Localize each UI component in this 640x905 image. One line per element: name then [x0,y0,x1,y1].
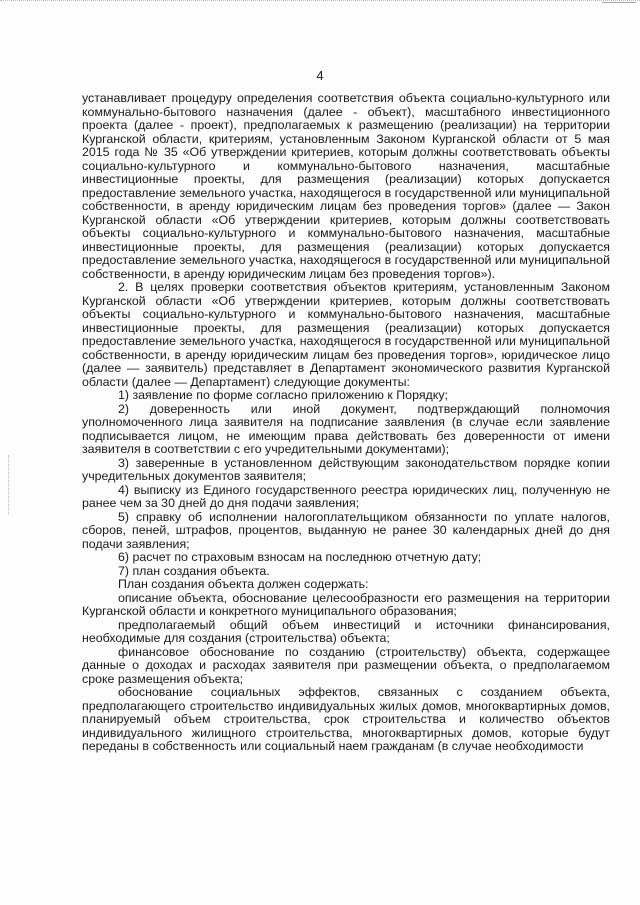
plan-item: описание объекта, обоснование целесообразности его размещения на территории Курганской области и конкретного муниципального образования; [82,590,610,618]
list-item: 7) план создания объекта. [118,563,270,578]
plan-item: финансовое обоснование по созданию (строительству) объекта, содержащее данные о доходах и расходах заявителя при размещении объекта, о предполагаемом сроке размещения объекта; [82,644,610,686]
list-item: 6) расчет по страховым взносам на последнюю отчетную дату; [118,550,482,564]
page-number: 4 [316,68,324,83]
scan-margin-marks [8,455,15,515]
scan-edge-line [0,0,640,9]
list-item: 5) справку об исполнении налогоплательщиком обязанности по уплате налогов, сборов, пеней, штрафов, процентов, выданную не ранее 30 календарных дней до дня подачи заявления; [82,509,610,551]
paragraph: План создания объекта должен содержать: [118,577,369,591]
paragraph: устанавливает процедуру определения соответствия объекта социально-культурного или коммунально-бытового назначения (далее - объект), масштабного инвестиционного проекта (далее - проект), предполагаемых к размещению (реализации) на территории Курганской области, критериям, установленным Законом Курганской области от 5 мая 2015 года № 35 «Об утверждении критериев, которым должны соответствовать объекты социально-культурного и коммунально-бытового назначения, масштабные инвестиционные проекты, для размещения (реализации) которых допускается предоставление земельного участка, находящегося в государственной или муниципальной собственности, в аренду юридическим лицам без проведения торгов» (далее — Закон Курганской области «Об утверждении критериев, которым должны соответствовать объекты социально-культурного и коммунально-бытового назначения, масштабные инвестиционные проекты, для размещения (реализации) которых допускается предоставление земельного участка, находящегося в государственной или муниципальной собственности, в аренду юридическим лицам без проведения торгов»). [82,91,610,281]
list-item: 3) заверенные в установленном действующим законодательством порядке копии учредительных документов заявителя; [82,455,610,483]
document-body [82,92,610,754]
list-item: 1) заявление по форме согласно приложению к Порядку; [118,388,448,402]
plan-item: обоснование социальных эффектов, связанных с созданием объекта, предполагающего строительство индивидуальных жилых домов, многоквартирных домов, планируемый объем строительства, срок строительства и количество объектов индивидуального жилищного строительства, многоквартирных домов, которые будут переданы в собственность или социальный наем гражданам (в случае необходимости [82,685,610,753]
plan-item: предполагаемый общий объем инвестиций и источники финансирования, необходимые для создания (строительства) объекта; [82,617,610,645]
list-item: 4) выписку из Единого государственного реестра юридических лиц, полученную не ранее чем за 30 дней до дня подачи заявления; [82,482,610,510]
scan-corner-mark [602,2,636,7]
paragraph: 2. В целях проверки соответствия объектов критериям, установленным Законом Курганской области «Об утверждении критериев, которым должны соответствовать объекты социально-культурного и коммунально-бытового назначения, масштабные инвестиционные проекты, для размещения (реализации) которых допускается предоставление земельного участка, находящегося в государственной или муниципальной собственности, в аренду юридическим лицам без проведения торгов», юридическое лицо (далее — заявитель) представляет в Департамент экономического развития Курганской области (далее — Департамент) следующие документы: [82,280,610,389]
list-item: 2) доверенность или иной документ, подтверждающий полномочия уполномоченного лица заявителя на подписание заявления (в случае если заявление подписывается лицом, не имеющим права действовать без доверенности от имени заявителя в соответствии с его учредительными документами); [82,401,610,456]
